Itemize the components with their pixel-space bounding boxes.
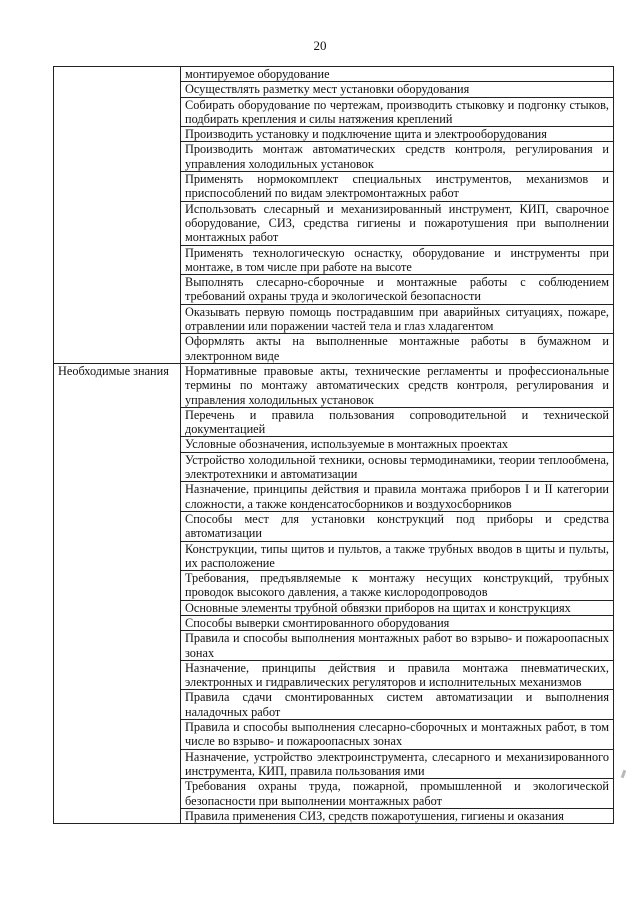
item-text: Правила применения СИЗ, средств пожаротушения, гигиены и оказания <box>185 808 564 823</box>
table-cell <box>181 201 614 245</box>
section-label <box>54 67 181 364</box>
table-cell <box>181 779 614 809</box>
table-cell <box>181 407 614 437</box>
item-text: Основные элементы трубной обвязки приборов на щитах и конструкциях <box>185 600 571 615</box>
table-cell <box>181 541 614 571</box>
table-row <box>54 363 614 407</box>
item-text: Перечень и правила пользования сопроводительной и технической документацией <box>185 407 609 437</box>
table-cell <box>181 808 614 823</box>
item-text: Нормативные правовые акты, технические регламенты и профессиональные термины по монтажу автоматических средств контроля, регулирования и управления холодильных установок <box>185 363 609 407</box>
table-cell <box>181 82 614 97</box>
table-cell <box>181 571 614 601</box>
table-cell <box>181 172 614 202</box>
item-text: Способы мест для установки конструкций под приборы и средства автоматизации <box>185 511 609 541</box>
item-text: Правила сдачи смонтированных систем автоматизации и выполнения наладочных работ <box>185 690 609 719</box>
page-number: 20 <box>313 38 327 53</box>
table-cell <box>181 690 614 720</box>
table-cell <box>181 600 614 615</box>
item-text: Требования охраны труда, пожарной, промышленной и экологической безопасности при выполнении монтажных работ <box>185 779 609 808</box>
item-text: Условные обозначения, используемые в монтажных проектах <box>185 437 509 452</box>
table-cell <box>181 437 614 452</box>
item-text: Устройство холодильной техники, основы термодинамики, теории теплообмена, электротехники и автоматизации <box>185 452 609 482</box>
table-cell <box>181 67 614 82</box>
table-cell <box>181 275 614 305</box>
table-row <box>54 67 614 82</box>
table-cell <box>181 720 614 750</box>
table-cell <box>181 511 614 541</box>
item-text: Требования, предъявляемые к монтажу несущих конструкций, трубных проводок высокого давления, а также кислородопроводов <box>185 571 609 600</box>
table-cell <box>181 127 614 142</box>
item-text: Осуществлять разметку мест установки оборудования <box>185 82 470 97</box>
item-text: Оказывать первую помощь пострадавшим при аварийных ситуациях, пожаре, отравлении или поражении частей тела и глаз хладагентом <box>185 304 609 334</box>
item-text: Производить установку и подключение щита и электрооборудования <box>185 127 547 142</box>
section-label: Необходимые знания <box>54 363 181 823</box>
table-cell <box>181 334 614 364</box>
item-text: Собирать оборудование по чертежам, производить стыковку и подгонку стыков, подбирать крепления и силы натяжения креплений <box>185 97 609 126</box>
item-text: Правила и способы выполнения слесарно-сборочных и монтажных работ, в том числе во взрыво- и пожароопасных зонах <box>185 720 609 749</box>
table-cell <box>181 482 614 512</box>
table-body <box>54 67 614 824</box>
table-cell <box>181 304 614 334</box>
table-cell <box>181 363 614 407</box>
item-text: Использовать слесарный и механизированный инструмент, КИП, сварочное оборудование, СИЗ, средства гигиены и пожаротушения при выполнении монтажных работ <box>185 201 609 245</box>
table-cell <box>181 97 614 127</box>
table-cell <box>181 631 614 661</box>
item-text: Конструкции, типы щитов и пультов, а также трубных вводов в щиты и пульты, их расположение <box>185 541 609 570</box>
item-text: Назначение, принципы действия и правила монтажа пневматических, электронных и гидравлических регуляторов и исполнительных механизмов <box>185 660 609 690</box>
scan-mark <box>621 770 627 779</box>
item-text: Оформлять акты на выполненные монтажные работы в бумажном и электронном виде <box>185 334 609 363</box>
item-text: Способы выверки смонтированного оборудования <box>185 615 450 630</box>
table-cell <box>181 452 614 482</box>
item-text: Назначение, устройство электроинструмента, слесарного и механизированного инструмента, КИП, правила пользования ими <box>185 749 609 778</box>
item-text: монтируемое оборудование <box>185 67 330 81</box>
item-text: Применять нормокомплект специальных инструментов, механизмов и приспособлений по видам электромонтажных работ <box>185 172 609 201</box>
item-text: Назначение, принципы действия и правила монтажа приборов I и II категории сложности, а также конденсатосборников и воздухосборников <box>185 482 609 511</box>
table-cell <box>181 142 614 172</box>
item-text: Применять технологическую оснастку, оборудование и инструменты при монтаже, в том числе при работе на высоте <box>185 245 609 274</box>
table-cell <box>181 615 614 630</box>
table-cell <box>181 245 614 275</box>
table-cell <box>181 660 614 690</box>
item-text: Производить монтаж автоматических средств контроля, регулирования и управления холодильных установок <box>185 142 609 171</box>
table-cell <box>181 749 614 779</box>
item-text: Правила и способы выполнения монтажных работ во взрыво- и пожароопасных зонах <box>185 631 609 660</box>
competency-table <box>53 66 614 824</box>
item-text: Выполнять слесарно-сборочные и монтажные работы с соблюдением требований охраны труда и экологической безопасности <box>185 275 609 304</box>
